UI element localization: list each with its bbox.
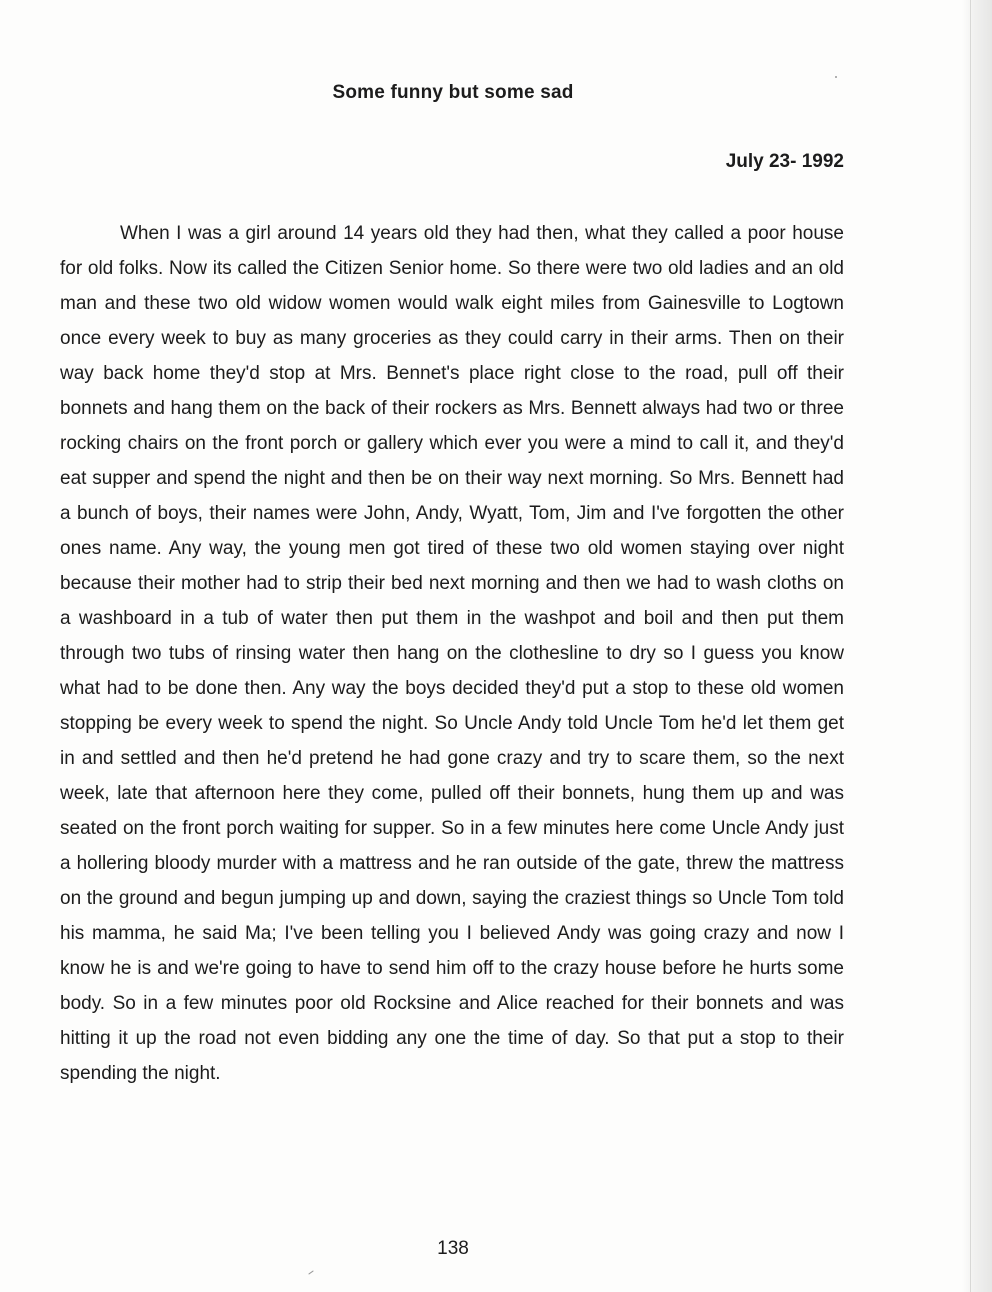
page-edge — [962, 0, 992, 1292]
body-paragraph: When I was a girl around 14 years old they had then, what they called a poor house for old folks. Now its called the Citizen Senior home. So there were two old ladies and an old man and these two old widow women would walk eight miles from Gainesville to Logtown once every week to buy as many groceries as they could carry in their arms. Then on their way back home they'd stop at Mrs. Bennet's place right close to the road, pull off their bonnets and hang them on the back of their rockers as Mrs. Bennett always had two or three rocking chairs on the front porch or gallery which ever you were a mind to call it, and they'd eat supper and spend the night and then be on their way next morning. So Mrs. Bennett had a bunch of boys, their names were John, Andy, Wyatt, Tom, Jim and I've forgotten the other ones name. Any way, the young men got tired of these two old women staying over night because their mother had to strip their bed next morning and then we had to wash cloths on a washboard in a tub of water then put them in the washpot and boil and then put them through two tubs of rinsing water then hang on the clothesline to dry so I guess you know what had to be done then. Any way the boys decided they'd put a stop to these old women stopping be every week to spend the night. So Uncle Andy told Uncle Tom he'd let them get in and settled and then he'd pretend he had gone crazy and try to scare them, so the next week, late that afternoon here they come, pulled off their bonnets, hung them up and was seated on the front porch waiting for supper. So in a few minutes here come Uncle Andy just a hollering bloody murder with a mattress and he ran outside of the gate, threw the mattress on the ground and begun jumping up and down, saying the craziest things so Uncle Tom told his mamma, he said Ma; I've been telling you I believed Andy was going crazy and now I know he is and we're going to have to send him off to the crazy house before he hurts some body. So in a few minutes poor old Rocksine and Alice reached for their bonnets and was hitting it up the road not even bidding any one the time of day. So that put a stop to their spending the night. — [60, 223, 844, 1084]
document-date: July 23- 1992 — [725, 151, 844, 172]
document-title: Some funny but some sad — [332, 82, 574, 103]
page-number: 138 — [437, 1238, 469, 1259]
scan-speck — [835, 76, 837, 78]
scan-speck — [308, 1270, 313, 1274]
